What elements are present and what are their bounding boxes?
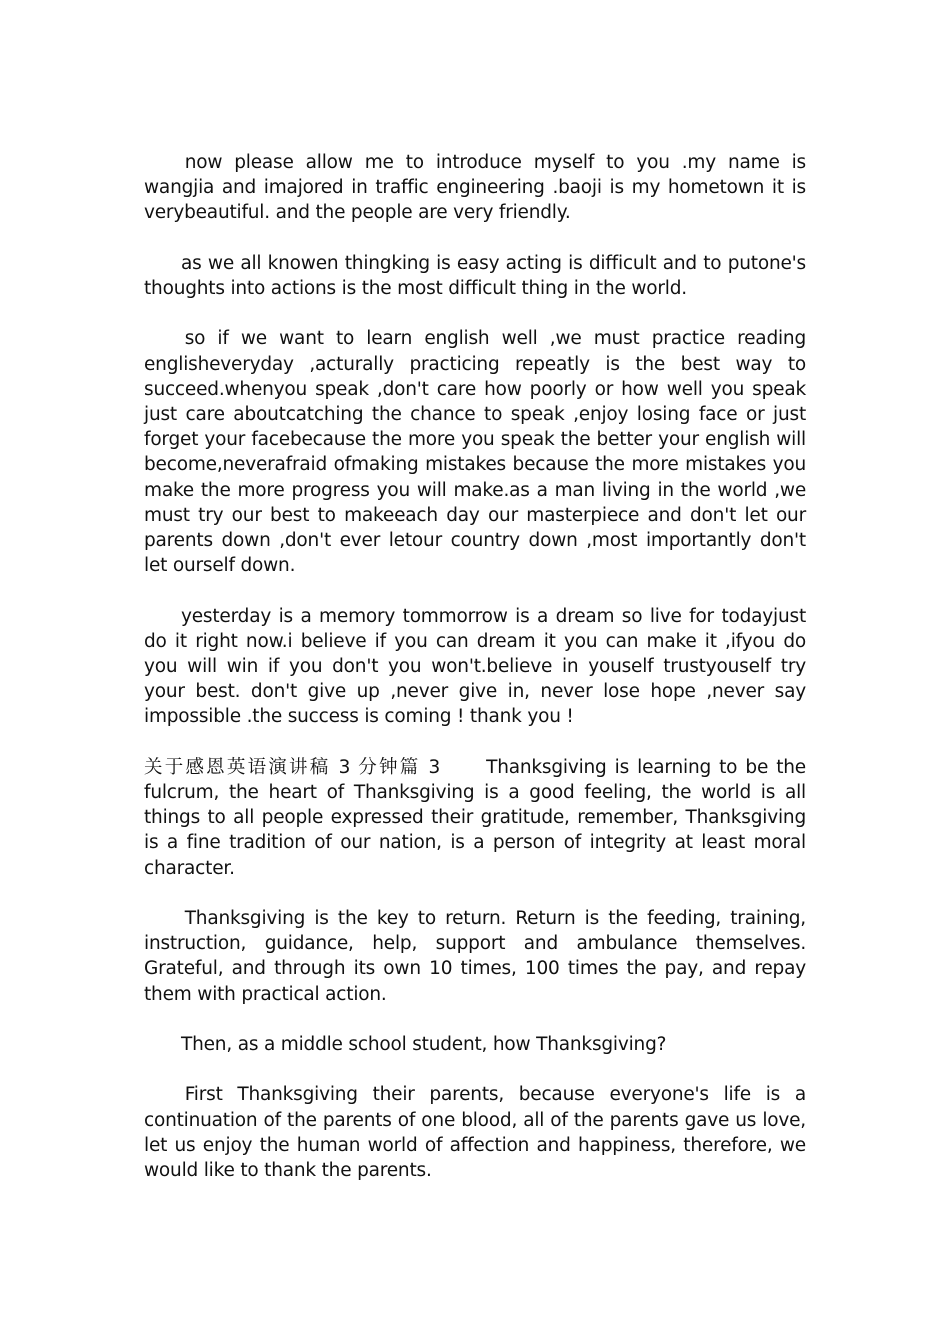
paragraph-key-to-return: Thanksgiving is the key to return. Return is the feeding, training, instruction, guidance, help, support and ambulance themselves. Grateful, and through its own 10 times, 100 times the pay, and repay them with practical action.: [144, 908, 806, 1005]
paragraph-learn-english: so if we want to learn english well ,we must practice reading englisheveryday ,acturally practicing repeatly is the best way to succeed.whenyou speak ,don't care how poorly or how well you speak just care aboutcatching the chance to speak ,enjoy losing face or just forget your facebecause the more you speak the better your english will become,neverafraid ofmaking mistakes because the more mistakes you make the more progress you will make.as a man living in the world ,we must try our best to makeeach day our masterpiece and don't let our parents down ,don't ever letour country down ,most importantly don't let ourself down.: [144, 328, 806, 577]
document-body: [144, 150, 806, 1208]
paragraph-middle-school-question: Then, as a middle school student, how Thanksgiving?: [181, 1034, 667, 1056]
section-first-paragraph: Thanksgiving is learning to be the fulcrum, the heart of Thanksgiving is a good feeling, the world is all things to all people expressed their gratitude, remember, Thanksgiving is a fine tradition of our nation, is a person of integrity at least moral character.: [144, 756, 806, 879]
section-3-intro: [144, 755, 806, 881]
paragraph-live-for-today: yesterday is a memory tommorrow is a dream so live for todayjust do it right now.i believe if you can dream it you can make it ,ifyou do you will win if you don't you won't.believe in youself trustyouself try your best. don't give up ,never give in, never lose hope ,never say impossible .the success is coming ! thank you !: [144, 605, 806, 728]
section-heading: 关于感恩英语演讲稿 3 分钟篇 3: [144, 756, 441, 778]
paragraph-thinking-acting: as we all knowen thingking is easy acting is difficult and to putone's thoughts into actions is the most difficult thing in the world.: [144, 252, 806, 299]
paragraph-thank-parents: First Thanksgiving their parents, because everyone's life is a continuation of the parents of one blood, all of the parents gave us love, let us enjoy the human world of affection and happiness, therefore, we would like to thank the parents.: [144, 1084, 806, 1182]
paragraph-introduction: now please allow me to introduce myself to you .my name is wangjia and imajored in traffic engineering .baoji is my hometown it is verybeautiful. and the people are very friendly.: [144, 152, 806, 224]
